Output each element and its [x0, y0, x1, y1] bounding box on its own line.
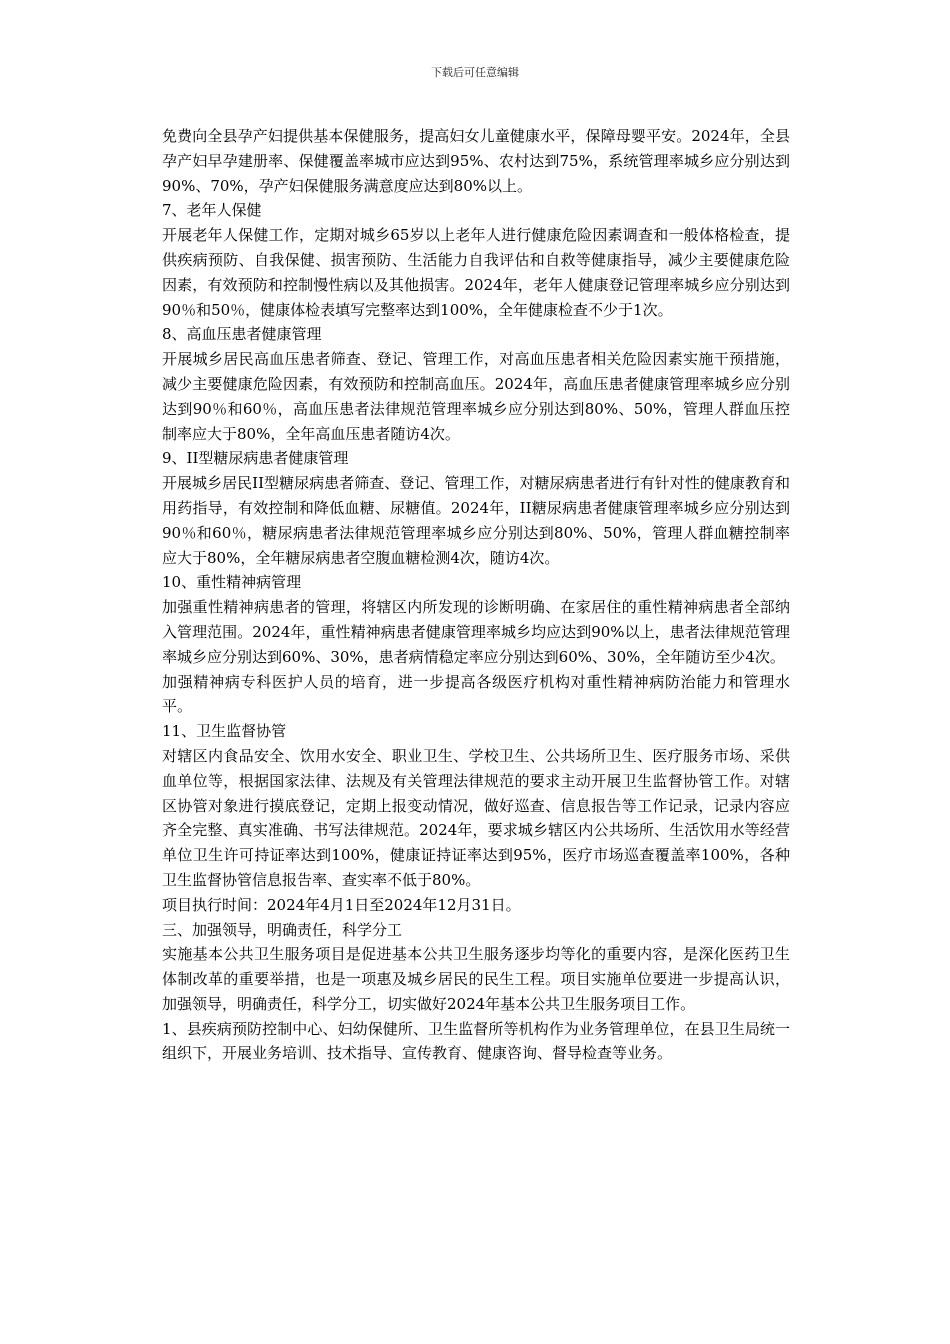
paragraph-mental-staff-training: 加强精神病专科医护人员的培育，进一步提高各级医疗机构对重性精神病防治能力和管理水平。 — [162, 672, 790, 716]
section-heading-elderly-care: 7、老年人保健 — [162, 201, 262, 220]
section-heading-leadership: 三、加强领导，明确责任，科学分工 — [162, 920, 403, 939]
paragraph-mental-illness: 加强重性精神病患者的管理，将辖区内所发现的诊断明确、在家居住的重性精神病患者全部纳入管理范围。2024年，重性精神病患者健康管理率城乡均应达到90%以上，患者法律规范管理率城乡应分别达到60%、30%，患者病情稳定率应分别达到60%、30%，全年随访至少4次。 — [162, 598, 790, 666]
paragraph-elderly-care: 开展老年人保健工作，定期对城乡65岁以上老年人进行健康危险因素调查和一般体格检查，提供疾病预防、自我保健、损害预防、生活能力自我评估和自救等健康指导，减少主要健康危险因素，有效预防和控制慢性病以及其他损害。2024年，老年人健康登记管理率城乡应分别达到90％和50％，健康体检表填写完整率达到100%，全年健康检查不少于1次。 — [162, 226, 790, 319]
paragraph-leadership: 实施基本公共卫生服务项目是促进基本公共卫生服务逐步均等化的重要内容，是深化医药卫生体制改革的重要举措，也是一项惠及城乡居民的民生工程。项目实施单位要进一步提高认识，加强领导，明确责任，科学分工，切实做好2024年基本公共卫生服务项目工作。 — [162, 945, 790, 1013]
paragraph-health-supervision: 对辖区内食品安全、饮用水安全、职业卫生、学校卫生、公共场所卫生、医疗服务市场、采供血单位等，根据国家法律、法规及有关管理法律规范的要求主动开展卫生监督协管工作。对辖区协管对象进行摸底登记，定期上报变动情况，做好巡查、信息报告等工作记录，记录内容应齐全完整、真实准确、书写法律规范。2024年，要求城乡辖区内公共场所、生活饮用水等经营单位卫生许可持证率达到100%，健康证持证率达到95%，医疗市场巡查覆盖率100%，各种卫生监督协管信息报告率、查实率不低于80%。 — [162, 746, 790, 889]
paragraph-management-units: 1、县疾病预防控制中心、妇幼保健所、卫生监督所等机构作为业务管理单位，在县卫生局统一组织下，开展业务培训、技术指导、宣传教育、健康咨询、督导检查等业务。 — [162, 1019, 790, 1063]
page-header: 下载后可任意编辑 — [431, 66, 519, 79]
section-heading-mental-illness: 10、重性精神病管理 — [162, 573, 302, 592]
document-body — [162, 124, 790, 1066]
paragraph-hypertension: 开展城乡居民高血压患者筛查、登记、管理工作，对高血压患者相关危险因素实施干预措施，减少主要健康危险因素，有效预防和控制高血压。2024年，高血压患者健康管理率城乡应分别达到90％和60％，高血压患者法律规范管理率城乡应分别达到80%、50%，管理人群血压控制率应大于80%，全年高血压患者随访4次。 — [162, 350, 790, 443]
section-heading-diabetes: 9、II型糖尿病患者健康管理 — [162, 449, 349, 468]
section-heading-health-supervision: 11、卫生监督协管 — [162, 722, 287, 741]
section-heading-hypertension: 8、高血压患者健康管理 — [162, 325, 322, 344]
project-execution-time: 项目执行时间：2024年4月1日至2024年12月31日。 — [162, 895, 521, 914]
paragraph-diabetes: 开展城乡居民II型糖尿病患者筛查、登记、管理工作，对糖尿病患者进行有针对性的健康教育和用药指导，有效控制和降低血糖、尿糖值。2024年，II糖尿病患者健康管理率城乡应分别达到90％和60％，糖尿病患者法律规范管理率城乡应分别达到80%、50%，管理人群血糖控制率应大于80%，全年糖尿病患者空腹血糖检测4次，随访4次。 — [162, 474, 790, 567]
paragraph-maternal-care: 免费向全县孕产妇提供基本保健服务，提高妇女儿童健康水平，保障母婴平安。2024年，全县孕产妇早孕建册率、保健覆盖率城市应达到95%、农村达到75%，系统管理率城乡应分别达到90%、70%，孕产妇保健服务满意度应达到80%以上。 — [162, 127, 790, 195]
